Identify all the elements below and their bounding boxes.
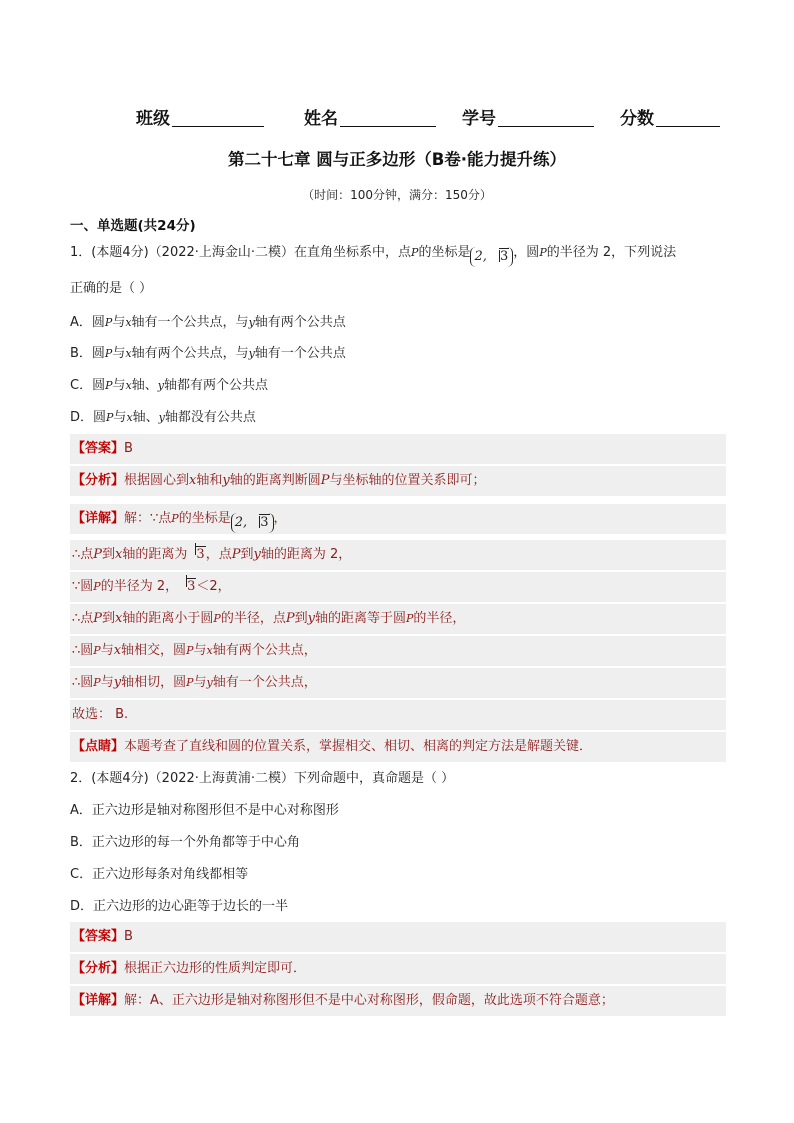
q1-comment: 【点睛】本题考查了直线和圆的位置关系，掌握相交、相切、相离的判定方法是解题关键． bbox=[70, 732, 726, 762]
q2-option-b[interactable]: B．正六边形的每一个外角都等于中心角 bbox=[70, 835, 300, 850]
class-blank bbox=[172, 106, 264, 127]
q2-detail: 【详解】解：A、正六边形是轴对称图形但不是中心对称图形，假命题，故此选项不符合题意； bbox=[70, 986, 726, 1016]
q1-detail-4: ∴点P到x轴的距离小于圆P的半径，点P到y轴的距离等于圆P的半径， bbox=[70, 604, 726, 634]
q2-option-a[interactable]: A．正六边形是轴对称图形但不是中心对称图形 bbox=[70, 803, 339, 818]
score-field[interactable]: 分数 bbox=[620, 104, 720, 129]
name-field[interactable]: 姓名 bbox=[304, 104, 436, 129]
q1-choice: 故选： B. bbox=[70, 700, 726, 730]
q1-detail-coord: 2, 3 bbox=[231, 513, 274, 533]
q1-stem-line2: 正确的是（ ） bbox=[70, 281, 153, 296]
q1-detail-1: 【详解】解：∵点P的坐标是 2, 3 ， bbox=[70, 504, 726, 534]
q1-option-b[interactable]: B．圆P与x轴有两个公共点，与y轴有一个公共点 bbox=[70, 346, 346, 361]
q2-option-c[interactable]: C．正六边形每条对角线都相等 bbox=[70, 867, 249, 882]
q1-detail-6: ∴圆P与y轴相切，圆P与y轴有一个公共点， bbox=[70, 668, 726, 698]
q1-analysis: 【分析】根据圆心到x轴和y轴的距离判断圆P与坐标轴的位置关系即可； bbox=[70, 466, 726, 496]
score-blank bbox=[656, 106, 720, 127]
q1-option-c[interactable]: C．圆P与x轴、y轴都有两个公共点 bbox=[70, 378, 268, 393]
chapter-title: 第二十七章 圆与正多边形（B卷·能力提升练） bbox=[227, 150, 567, 169]
section-title: 一、单选题(共24分) bbox=[70, 218, 196, 234]
q1-coord: 2, 3 bbox=[470, 247, 513, 267]
q1-option-a[interactable]: A．圆P与x轴有一个公共点，与y轴有两个公共点 bbox=[70, 315, 346, 330]
id-field[interactable]: 学号 bbox=[462, 104, 594, 129]
q1-option-d[interactable]: D．圆P与x轴、y轴都没有公共点 bbox=[70, 410, 256, 425]
id-blank bbox=[498, 106, 594, 127]
q2-option-d[interactable]: D．正六边形的边心距等于边长的一半 bbox=[70, 899, 289, 914]
q1-detail-3: ∵圆P的半径为 2， 3＜2， bbox=[70, 572, 726, 602]
name-blank bbox=[340, 106, 436, 127]
class-field[interactable]: 班级 bbox=[136, 104, 264, 129]
time-note: （时间：100分钟，满分：150分） bbox=[302, 188, 492, 202]
q1-stem: 1．(本题4分)（2022·上海金山·二模）在直角坐标系中，点P的坐标是 2, 3 ，圆P的半径为 2，下列说法 bbox=[70, 244, 724, 267]
q1-detail-5: ∴圆P与x轴相交，圆P与x轴有两个公共点， bbox=[70, 636, 726, 666]
q1-detail-2: ∴点P到x轴的距离为 3，点P到y轴的距离为 2， bbox=[70, 540, 726, 570]
q2-analysis: 【分析】根据正六边形的性质判定即可． bbox=[70, 954, 726, 984]
student-info-line bbox=[136, 104, 726, 130]
q2-stem: 2．(本题4分)（2022·上海黄浦·二模）下列命题中，真命题是（ ） bbox=[70, 771, 455, 786]
q2-answer: 【答案】B bbox=[70, 922, 726, 952]
q1-answer: 【答案】B bbox=[70, 434, 726, 464]
